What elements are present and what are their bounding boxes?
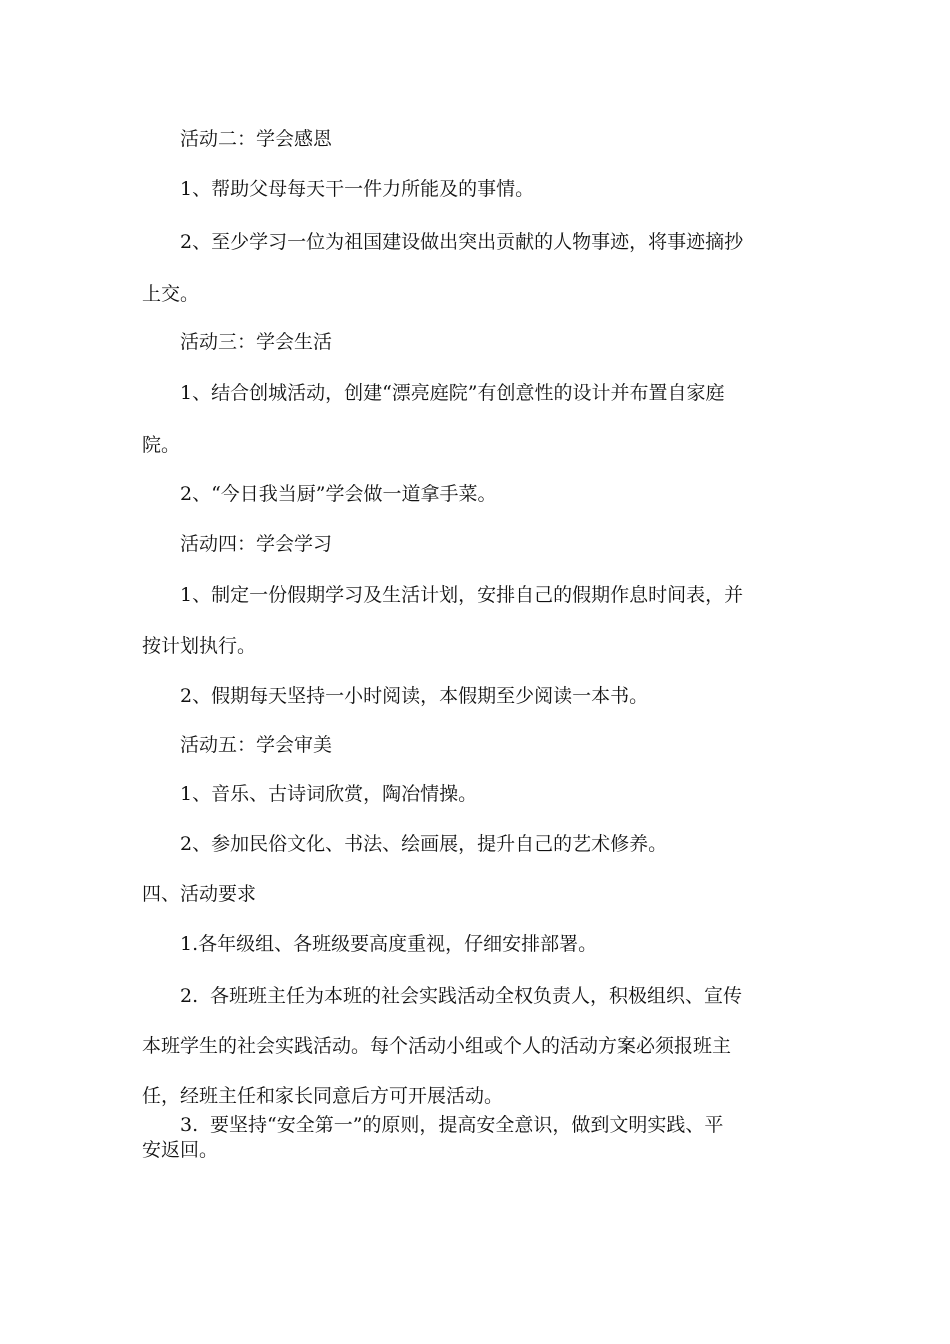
list-number: 2. bbox=[180, 985, 199, 1007]
section-heading-requirements: 四、活动要求 bbox=[142, 883, 257, 905]
paragraph-line: 安返回。 bbox=[142, 1139, 219, 1161]
paragraph-line: 1.各年级组、各班级要高度重视，仔细安排部署。 bbox=[180, 933, 598, 955]
paragraph-line: 1、制定一份假期学习及生活计划，安排自己的假期作息时间表，并 bbox=[180, 584, 744, 606]
paragraph-line bbox=[180, 984, 822, 1008]
paragraph-line bbox=[180, 1113, 822, 1137]
paragraph-line: 本班学生的社会实践活动。每个活动小组或个人的活动方案必须报班主 bbox=[142, 1035, 732, 1057]
paragraph-line: 院。 bbox=[142, 434, 181, 456]
heading-activity-2: 活动二：学会感恩 bbox=[180, 128, 333, 150]
list-number: 3. bbox=[180, 1114, 199, 1136]
paragraph-text: 各班班主任为本班的社会实践活动全权负责人，积极组织、宣传 bbox=[210, 985, 743, 1007]
paragraph-line: 按计划执行。 bbox=[142, 635, 257, 657]
heading-activity-5: 活动五：学会审美 bbox=[180, 734, 333, 756]
paragraph-line: 2、参加民俗文化、书法、绘画展，提升自己的艺术修养。 bbox=[180, 833, 668, 855]
paragraph-line: 1、帮助父母每天干一件力所能及的事情。 bbox=[180, 178, 535, 200]
paragraph-line: 2、假期每天坚持一小时阅读，本假期至少阅读一本书。 bbox=[180, 685, 649, 707]
paragraph-line: 任，经班主任和家长同意后方可开展活动。 bbox=[142, 1085, 504, 1107]
paragraph-line: 上交。 bbox=[142, 283, 200, 305]
paragraph-text: 要坚持“安全第一”的原则，提高安全意识，做到文明实践、平 bbox=[210, 1114, 724, 1136]
paragraph-line: 2、至少学习一位为祖国建设做出突出贡献的人物事迹，将事迹摘抄 bbox=[180, 231, 744, 253]
paragraph-line: 2、“今日我当厨”学会做一道拿手菜。 bbox=[180, 483, 497, 505]
paragraph-line: 1、音乐、古诗词欣赏，陶冶情操。 bbox=[180, 783, 478, 805]
heading-activity-3: 活动三：学会生活 bbox=[180, 331, 333, 353]
paragraph-line: 1、结合创城活动，创建“漂亮庭院”有创意性的设计并布置自家庭 bbox=[180, 382, 725, 404]
heading-activity-4: 活动四：学会学习 bbox=[180, 533, 333, 555]
